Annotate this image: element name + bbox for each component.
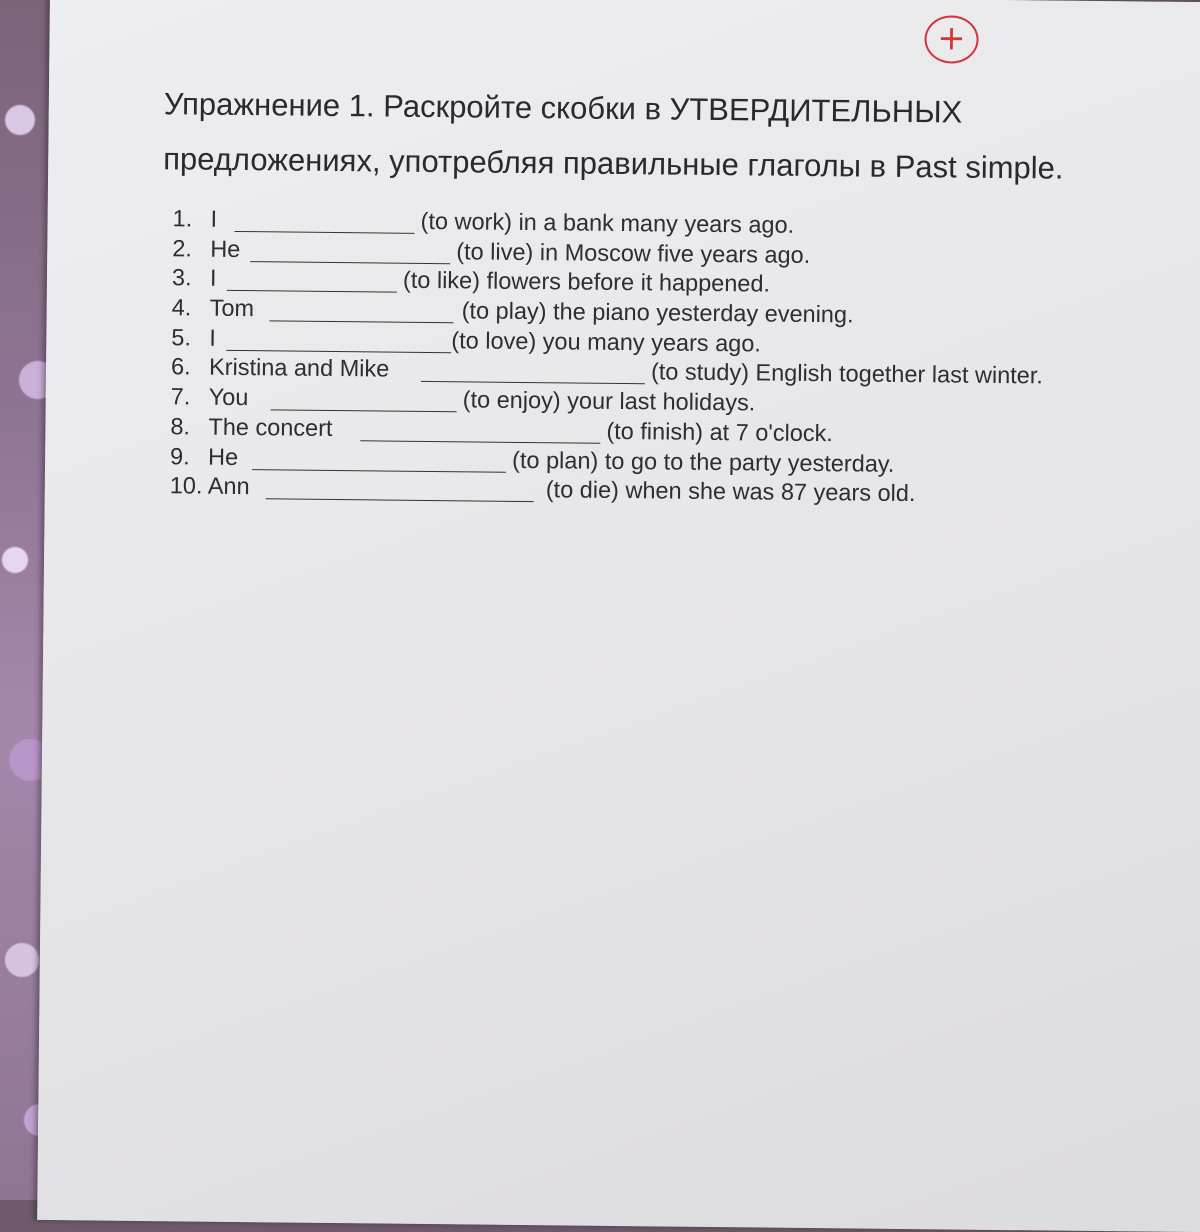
item-number: 2.	[172, 234, 193, 262]
item-subject: Tom	[209, 294, 255, 322]
item-number: 4.	[171, 294, 192, 321]
item-prompt: (to enjoy) your last holidays.	[462, 386, 756, 416]
answer-blank[interactable]	[227, 290, 397, 293]
item-subject: I	[210, 205, 218, 232]
worksheet-page	[37, 0, 1200, 1232]
item-subject: The concert	[208, 413, 333, 441]
item-number: 3.	[171, 264, 192, 291]
item-subject: He	[207, 443, 239, 470]
item-prompt: (to like) flowers before it happened.	[402, 267, 771, 297]
answer-blank[interactable]	[250, 261, 450, 264]
item-subject: I	[209, 324, 217, 351]
item-prompt: (to live) in Moscow five years ago.	[456, 237, 811, 268]
item-number: 9.	[169, 442, 190, 469]
item-prompt: (to study) English together last winter.	[650, 358, 1044, 389]
exercise-title	[163, 76, 1184, 197]
answer-blank[interactable]	[270, 320, 454, 323]
grade-mark: +	[924, 15, 978, 64]
title-line-2: предложениях, употребляя правильные глаголы в Past simple.	[163, 141, 1064, 186]
item-number: 6.	[170, 353, 191, 380]
item-number: 7.	[170, 383, 191, 410]
item-number: 10.	[169, 472, 203, 499]
item-subject: I	[209, 265, 217, 292]
answer-blank[interactable]	[234, 231, 414, 234]
answer-blank[interactable]	[421, 381, 645, 384]
answer-blank[interactable]	[266, 498, 534, 502]
item-prompt: (to plan) to go to the party yesterday.	[511, 446, 895, 477]
title-line-1: Упражнение 1. Раскройте скобки в УТВЕРДИТЕЛЬНЫХ	[163, 86, 963, 130]
item-subject: You	[208, 383, 249, 411]
item-number: 8.	[170, 413, 191, 440]
item-prompt: (to play) the piano yesterday evening.	[461, 297, 854, 328]
item-prompt: (to finish) at 7 o'clock.	[606, 417, 834, 447]
item-subject: Ann	[207, 472, 250, 500]
item-number: 5.	[171, 324, 192, 351]
answer-blank[interactable]	[252, 469, 506, 473]
answer-blank[interactable]	[360, 440, 600, 444]
answer-blank[interactable]	[226, 350, 451, 353]
item-prompt: (to work) in a bank many years ago.	[420, 207, 795, 238]
item-prompt: (to die) when she was 87 years old.	[545, 476, 916, 507]
item-subject: Kristina and Mike	[208, 354, 390, 383]
exercise-list	[170, 205, 1153, 512]
item-subject: He	[210, 235, 241, 262]
item-number: 1.	[172, 205, 193, 232]
item-prompt: (to love) you many years ago.	[451, 326, 762, 357]
answer-blank[interactable]	[271, 409, 457, 412]
